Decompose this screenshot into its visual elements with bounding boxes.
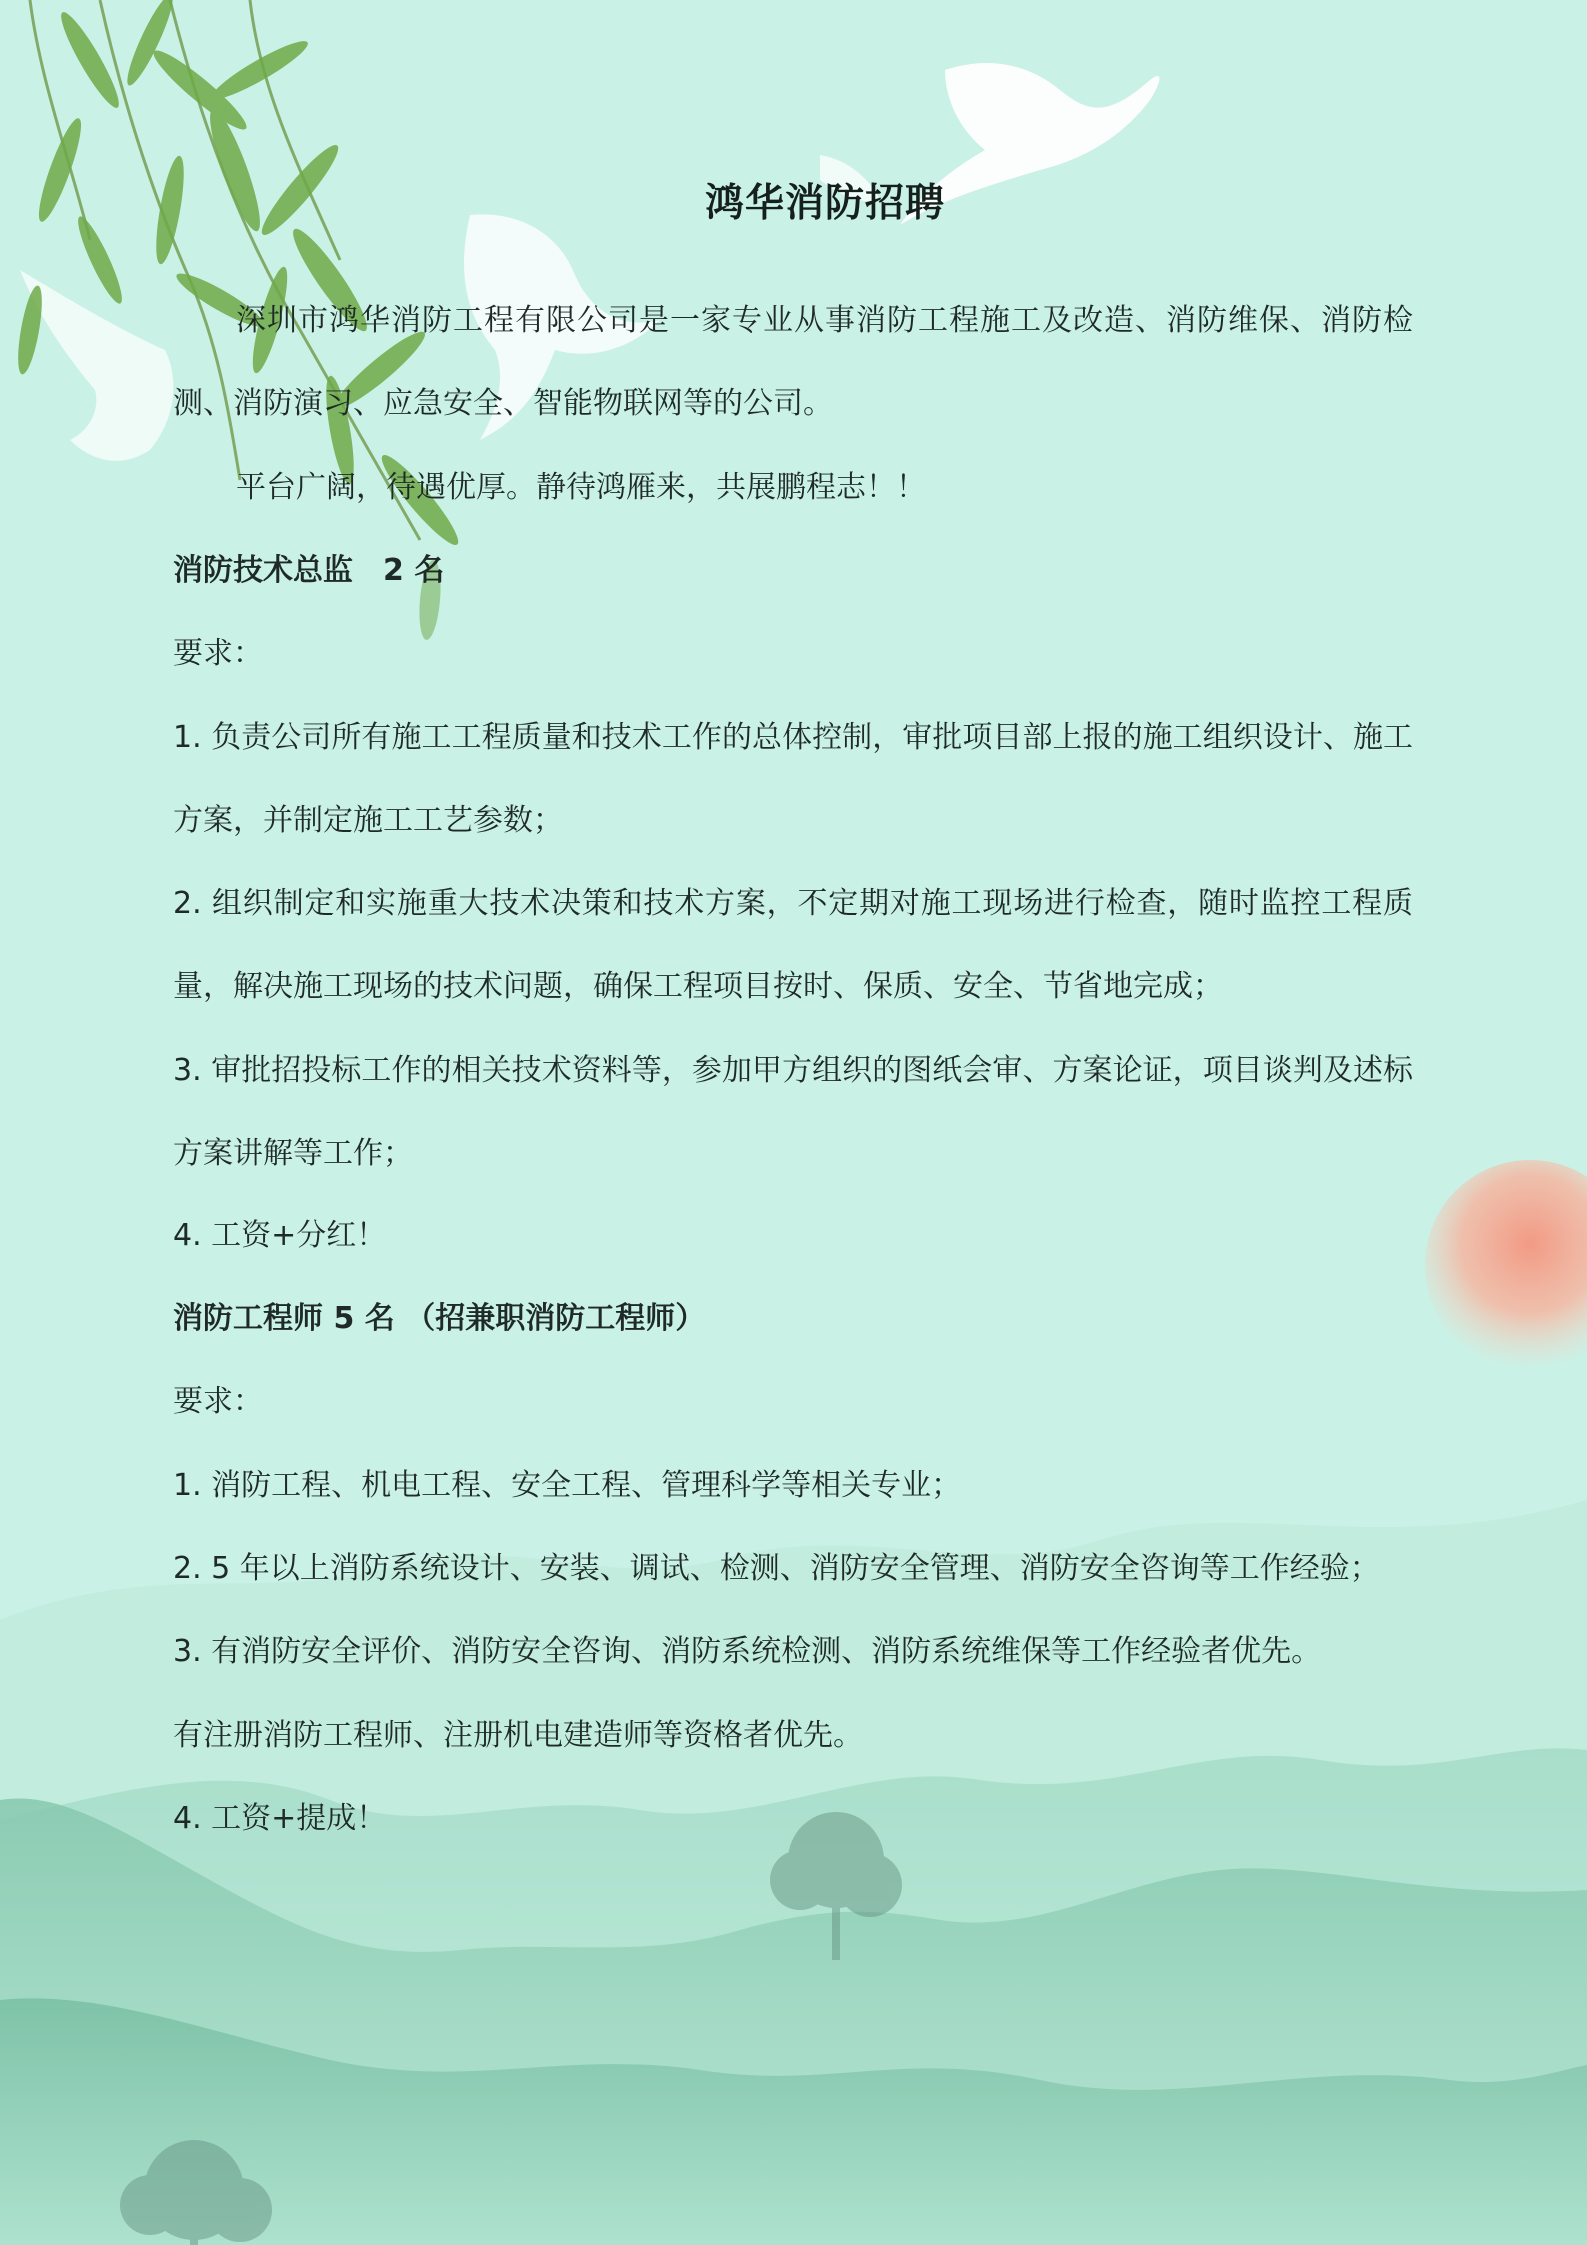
list-item: 3. 有消防安全评价、消防安全咨询、消防系统检测、消防系统维保等工作经验者优先。 — [173, 1634, 1322, 1669]
list-item: 4. 工资+分红！ — [173, 1218, 387, 1253]
company-intro: 深圳市鸿华消防工程有限公司是一家专业从事消防工程施工及改造、消防维保、消防检测、消防演习、应急安全、智能物联网等的公司。 — [173, 303, 1413, 421]
list-item: 4. 工资+提成！ — [173, 1801, 387, 1836]
list-item: 2. 5 年以上消防系统设计、安装、调试、检测、消防安全管理、消防安全咨询等工作经验； — [173, 1551, 1380, 1586]
list-item: 1. 消防工程、机电工程、安全工程、管理科学等相关专业； — [173, 1468, 962, 1503]
position-heading-fire-engineer: 消防工程师 5 名 （招兼职消防工程师） — [173, 1301, 706, 1336]
list-item: 2. 组织制定和实施重大技术决策和技术方案，不定期对施工现场进行检查，随时监控工程质量，解决施工现场的技术问题，确保工程项目按时、保质、安全、节省地完成； — [173, 886, 1413, 1004]
page-title: 鸿华消防招聘 — [704, 181, 945, 226]
position-heading-tech-director: 消防技术总监 2 名 — [173, 553, 445, 588]
requirements-label: 要求： — [173, 636, 263, 671]
list-item: 3. 审批招投标工作的相关技术资料等，参加甲方组织的图纸会审、方案论证，项目谈判及述标方案讲解等工作； — [173, 1053, 1413, 1171]
list-item: 1. 负责公司所有施工工程质量和技术工作的总体控制，审批项目部上报的施工组织设计、施工方案，并制定施工工艺参数； — [173, 720, 1413, 838]
slogan: 平台广阔，待遇优厚。静待鸿雁来，共展鹏程志！！ — [236, 470, 926, 505]
list-item: 有注册消防工程师、注册机电建造师等资格者优先。 — [173, 1718, 863, 1753]
requirements-label: 要求： — [173, 1384, 263, 1419]
